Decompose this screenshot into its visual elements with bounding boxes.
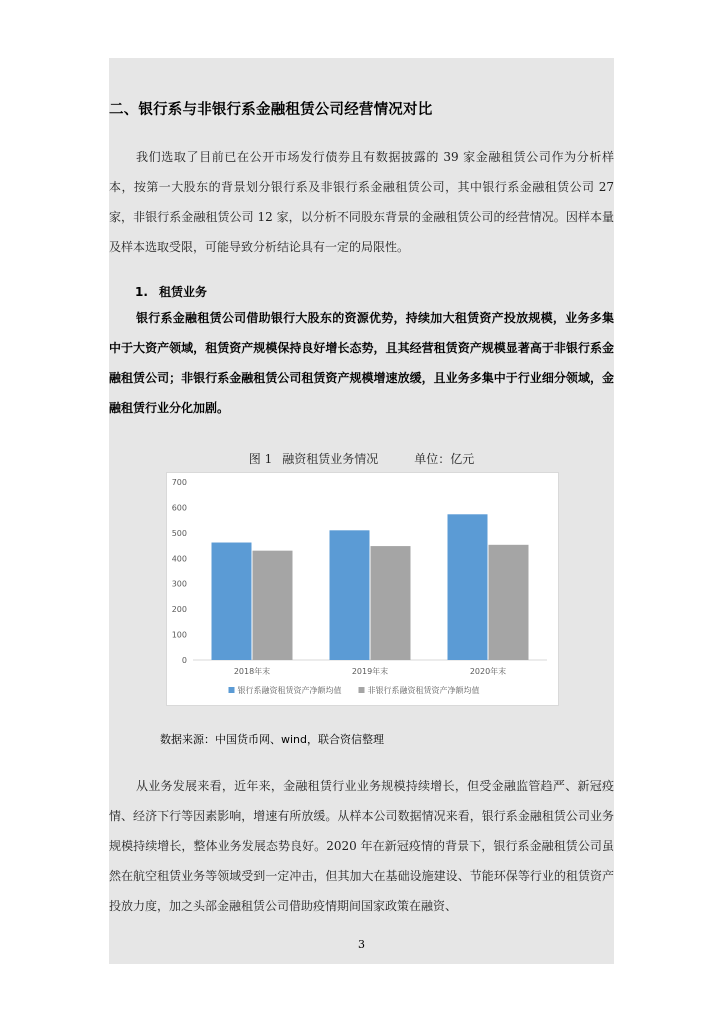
y-tick-label: 200	[171, 605, 187, 615]
x-tick-label: 2018年末	[233, 667, 271, 676]
bar-bank-3	[448, 514, 488, 660]
bar-nonbank-2	[371, 546, 411, 660]
y-tick-label: 600	[171, 503, 187, 513]
y-tick-label: 700	[171, 478, 187, 487]
legend-label: 银行系融资租赁资产净额均值	[237, 686, 342, 695]
y-tick-label: 0	[181, 656, 187, 665]
y-tick-label: 100	[171, 630, 187, 640]
y-tick-label: 400	[171, 554, 187, 564]
subsection-heading	[135, 283, 207, 300]
bar-chart-svg	[167, 473, 560, 707]
figure-label: 图 1	[248, 452, 273, 466]
y-tick-label: 500	[171, 528, 187, 538]
figure-caption	[109, 450, 614, 467]
legend-swatch	[229, 687, 235, 693]
figure-title: 融资租赁业务情况	[282, 452, 379, 466]
source-note: 数据来源：中国货币网、wind，联合资信整理	[160, 733, 385, 746]
key-findings-paragraph: 银行系金融租赁公司借助银行大股东的资源优势，持续加大租赁资产投放规模，业务多集中于大资产领域，租赁资产规模保持良好增长态势，且其经营租赁资产规模显著高于非银行系金融租赁公司；非银行系金融租赁公司租赁资产规模增速放缓，且业务多集中于行业细分领域，金融租赁行业分化加剧。	[109, 311, 614, 415]
subsection-number: 1.	[135, 285, 148, 299]
figure-unit: 单位：亿元	[414, 452, 475, 466]
subsection-title: 租赁业务	[159, 285, 208, 299]
legend-swatch	[359, 687, 365, 693]
x-tick-label: 2020年末	[469, 667, 507, 676]
business-development-paragraph: 从业务发展来看，近年来，金融租赁行业业务规模持续增长，但受金融监管趋严、新冠疫情、经济下行等因素影响，增速有所放缓。从样本公司数据情况来看，银行系金融租赁公司业务规模持续增长，整体业务发展态势良好。2020 年在新冠疫情的背景下，银行系金融租赁公司虽然在航空租赁业务等领域受到一定冲击，但其加大在基础设施建设、节能环保等行业的租赁资产投放力度，加之头部金融租赁公司借助疫情期间国家政策在融资、	[109, 779, 614, 913]
bar-bank-1	[212, 543, 252, 660]
bar-nonbank-1	[253, 551, 293, 660]
page-number: 3	[358, 938, 365, 951]
x-tick-label: 2019年末	[351, 667, 389, 676]
bar-bank-2	[330, 530, 370, 660]
intro-paragraph: 我们选取了目前已在公开市场发行债券且有数据披露的 39 家金融租赁公司作为分析样本，按第一大股东的背景划分银行系及非银行系金融租赁公司，其中银行系金融租赁公司 27 家，非银行系金融租赁公司 12 家，以分析不同股东背景的金融租赁公司的经营情况。因样本量及样本选取受限，可能导致分析结论具有一定的局限性。	[109, 150, 614, 254]
bar-nonbank-3	[489, 545, 529, 660]
section-title: 二、银行系与非银行系金融租赁公司经营情况对比	[109, 102, 433, 118]
y-tick-label: 300	[171, 579, 187, 589]
legend-label: 非银行系融资租赁资产净额均值	[367, 686, 480, 695]
bar-chart	[166, 472, 559, 706]
